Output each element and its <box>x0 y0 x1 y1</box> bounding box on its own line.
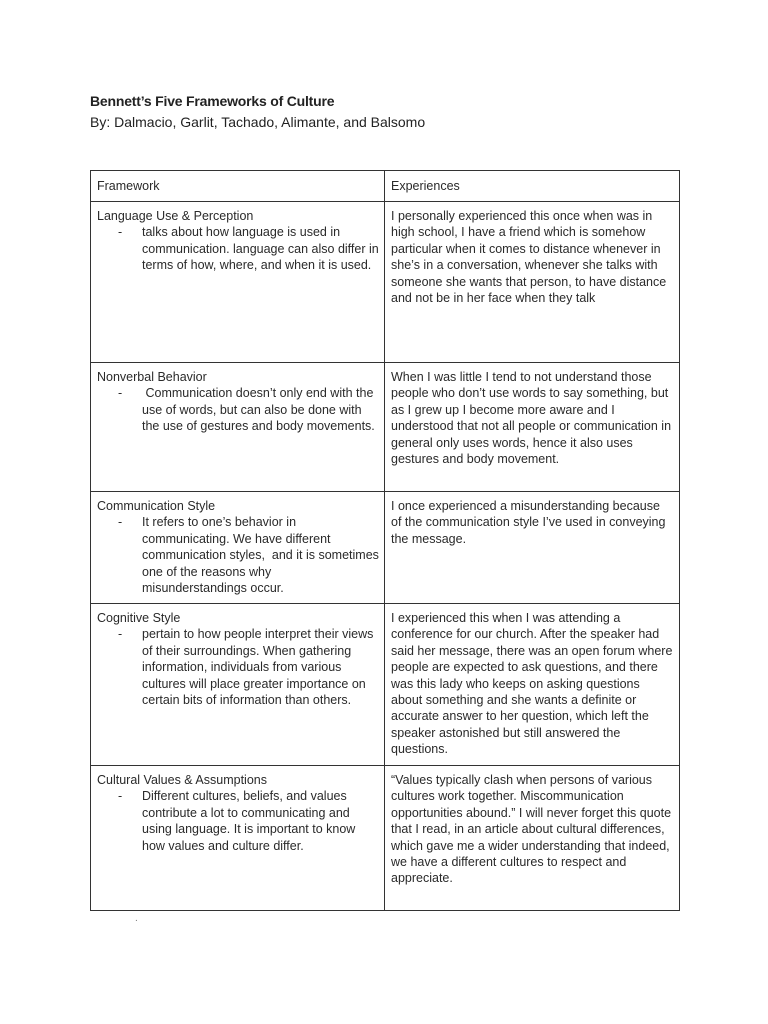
framework-description <box>97 385 379 434</box>
table-row <box>91 202 680 363</box>
framework-name: Language Use & Perception <box>97 209 254 223</box>
bullet-dash: - <box>118 515 123 530</box>
frameworks-table <box>90 170 680 911</box>
header-experiences: Experiences <box>385 171 680 202</box>
description-text: pertain to how people interpret their views of their surroundings. When gathering information, individuals from various cultures will place greater importance on certain bits of information than others. <box>142 627 374 708</box>
bullet-dash: - <box>118 386 123 401</box>
framework-cell <box>91 363 385 492</box>
table-header-row <box>91 171 680 202</box>
header-framework: Framework <box>91 171 385 202</box>
experience-cell: I once experienced a misunderstanding because of the communication style I’ve used in conveying the message. <box>385 492 680 604</box>
experience-cell: When I was little I tend to not understand those people who don’t use words to say something, but as I grew up I become more aware and I understood that not all people or communication in general only uses words, hence it also uses gestures and body movement. <box>385 363 680 492</box>
experience-cell: I experienced this when I was attending a conference for our church. After the speaker had said her message, there was an open forum where people are expected to ask questions, and there was this lady who keeps on asking questions about something and she wants a definite or accurate answer to her question, which left the speaker astonished but still answered the questions. <box>385 604 680 766</box>
framework-name: Cognitive Style <box>97 611 181 625</box>
description-text: It refers to one’s behavior in communicating. We have different communication styles, and it is sometimes one of the reasons why misunderstandings occur. <box>142 515 383 596</box>
table-row <box>91 492 680 604</box>
experience-cell: I personally experienced this once when was in high school, I have a friend which is somehow particular when it comes to distance whenever in she’s in a conversation, whenever she talks with someone she wants that person, to have distance and not be in her face when they talk <box>385 202 680 363</box>
bullet-dash: - <box>118 225 123 240</box>
table-row <box>91 766 680 911</box>
framework-cell <box>91 604 385 766</box>
experience-cell: “Values typically clash when persons of various cultures work together. Miscommunication opportunities abound.” I will never forget this quote that I read, in an article about cultural differences, which gave me a wider understanding that indeed, we have a different cultures to respect and appreciate. <box>385 766 680 911</box>
framework-description <box>97 224 379 273</box>
framework-name: Communication Style <box>97 499 216 513</box>
description-text: Different cultures, beliefs, and values contribute a lot to communicating and using language. It is important to know how values and culture differ. <box>142 789 356 853</box>
bullet-dash: - <box>118 627 123 642</box>
description-text: Communication doesn’t only end with the use of words, but can also be done with the use of gestures and body movements. <box>142 386 377 434</box>
table-row <box>91 363 680 492</box>
bullet-dash: - <box>118 789 123 804</box>
framework-cell <box>91 202 385 363</box>
framework-name: Nonverbal Behavior <box>97 370 207 384</box>
framework-name: Cultural Values & Assumptions <box>97 773 267 787</box>
framework-cell <box>91 492 385 604</box>
framework-description <box>97 514 383 596</box>
document-byline: By: Dalmacio, Garlit, Tachado, Alimante, and Balsomo <box>90 114 426 130</box>
document-title: Bennett’s Five Frameworks of Culture <box>90 93 335 109</box>
framework-description <box>97 788 379 854</box>
framework-cell <box>91 766 385 911</box>
description-text: talks about how language is used in communication. language can also differ in terms of how, where, and when it is used. <box>142 225 379 273</box>
table-row <box>91 604 680 766</box>
framework-description <box>97 626 379 708</box>
stray-mark: . <box>135 913 138 924</box>
